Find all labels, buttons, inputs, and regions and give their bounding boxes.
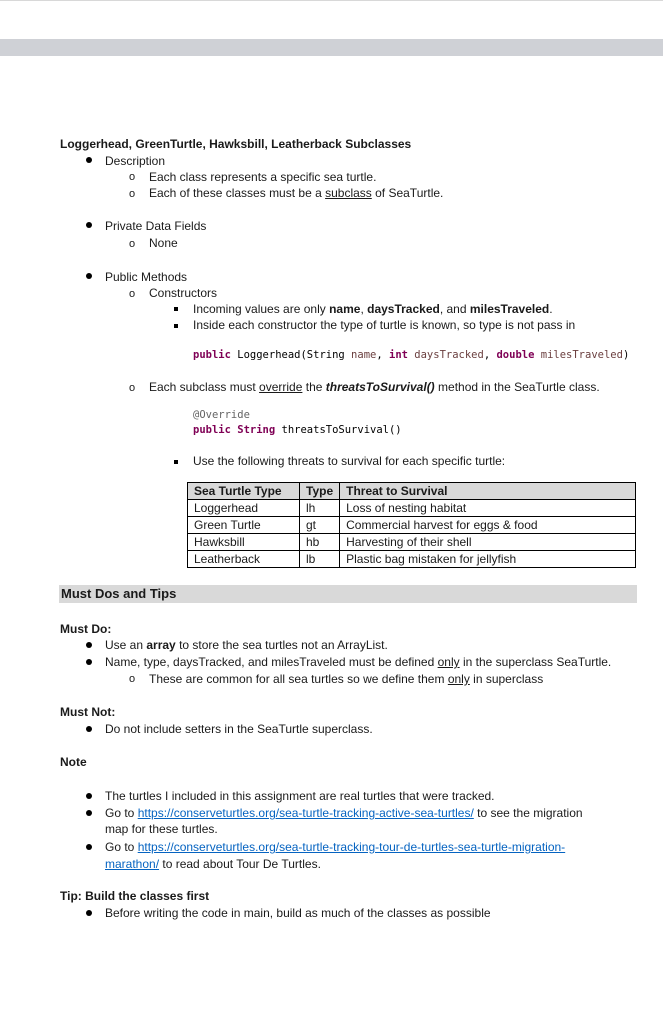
table-header-row	[188, 483, 636, 500]
circle-bullet-icon: o	[129, 238, 136, 250]
text-fragment: Go to	[105, 840, 138, 854]
text-fragment: name	[329, 302, 361, 316]
text-fragment: override	[259, 380, 303, 394]
table-row	[188, 500, 636, 517]
code-token: public	[193, 349, 231, 361]
text-fragment: daysTracked	[367, 302, 440, 316]
code-token: ,	[376, 349, 389, 361]
constructor-code	[193, 348, 629, 363]
code-token: threatsToSurvival()	[275, 424, 402, 436]
text-fragment: , and	[439, 302, 470, 316]
circle-bullet-icon: o	[129, 288, 136, 300]
table-cell: lh	[300, 500, 340, 517]
description-line-1: Each class represents a specific sea turtle.	[149, 170, 377, 184]
header-gray-bar	[0, 39, 663, 56]
text-fragment: the	[302, 380, 326, 394]
bullet-icon	[86, 642, 92, 648]
must-do-item-2	[105, 654, 611, 670]
code-token: ,	[483, 349, 497, 361]
tour-de-turtles-link[interactable]: https://conserveturtles.org/sea-turtle-tracking-tour-de-turtles-sea-turtle-migration-	[137, 840, 566, 854]
threats-intro-line: Use the following threats to survival for each specific turtle:	[193, 454, 506, 468]
text-fragment: Go to	[105, 806, 138, 820]
override-annotation	[193, 408, 250, 423]
section-title: Must Dos and Tips	[61, 586, 177, 601]
bullet-icon	[86, 793, 92, 799]
note-item-3	[105, 839, 565, 855]
constructors-label: Constructors	[149, 286, 218, 300]
circle-bullet-icon: o	[129, 673, 136, 685]
code-token: milesTraveled	[534, 349, 623, 361]
must-do-subitem	[149, 671, 543, 687]
table-cell: Loss of nesting habitat	[340, 500, 636, 517]
code-token: double	[496, 349, 535, 361]
must-do-label: Must Do:	[60, 622, 112, 636]
text-fragment: of SeaTurtle.	[371, 186, 444, 200]
table-cell: Commercial harvest for eggs & food	[340, 517, 636, 534]
bullet-icon	[86, 726, 92, 732]
text-fragment: to see the migration	[473, 806, 583, 820]
bullet-icon	[86, 810, 92, 816]
table-cell: lb	[300, 551, 340, 568]
code-token: name	[351, 349, 377, 361]
code-token: @Override	[193, 409, 250, 421]
text-fragment: Name, type, daysTracked, and milesTraveled must be defined	[105, 655, 438, 669]
text-fragment: only	[447, 672, 470, 686]
private-fields-value: None	[149, 236, 178, 250]
text-fragment: Each of these classes must be a	[149, 186, 326, 200]
text-fragment: to store the sea turtles not an ArrayList.	[175, 638, 388, 652]
public-methods-label: Public Methods	[105, 270, 188, 284]
table-row	[188, 534, 636, 551]
tip-label: Tip: Build the classes first	[60, 889, 210, 903]
constructor-note-line: Inside each constructor the type of turtle is known, so type is not pass in	[193, 318, 576, 332]
table-cell: Loggerhead	[188, 500, 300, 517]
code-token: daysTracked	[407, 349, 484, 361]
code-token: public String	[193, 424, 276, 436]
text-fragment: milesTraveled	[469, 302, 550, 316]
note-label: Note	[60, 755, 87, 769]
table-cell: Leatherback	[188, 551, 300, 568]
override-code	[193, 423, 402, 438]
circle-bullet-icon: o	[129, 171, 136, 183]
circle-bullet-icon: o	[129, 188, 136, 200]
note-item-2-continued: map for these turtles.	[105, 822, 218, 836]
text-fragment: ,	[360, 302, 368, 316]
override-line	[149, 379, 600, 395]
text-fragment: Each subclass must	[149, 380, 260, 394]
must-do-item-1	[105, 637, 388, 653]
circle-bullet-icon: o	[129, 382, 136, 394]
text-fragment: in superclass	[469, 672, 544, 686]
code-token: )	[622, 349, 630, 361]
table-cell: Green Turtle	[188, 517, 300, 534]
section-heading: Loggerhead, GreenTurtle, Hawksbill, Leatherback Subclasses	[60, 137, 412, 151]
tracking-link[interactable]: https://conserveturtles.org/sea-turtle-tracking-active-sea-turtles/	[137, 806, 474, 820]
table-row	[188, 551, 636, 568]
text-fragment: in the superclass SeaTurtle.	[459, 655, 612, 669]
text-fragment: These are common for all sea turtles so we define them	[149, 672, 448, 686]
bullet-icon	[86, 273, 92, 279]
table-header-cell: Sea Turtle Type	[188, 483, 300, 500]
note-item-3-continued	[105, 856, 321, 872]
square-bullet-icon	[174, 324, 178, 328]
private-fields-label: Private Data Fields	[105, 219, 207, 233]
note-item-1: The turtles I included in this assignment are real turtles that were tracked.	[105, 789, 495, 803]
incoming-values-line	[193, 301, 553, 317]
tour-de-turtles-link-continued[interactable]: marathon/	[105, 857, 160, 871]
table-header-cell: Threat to Survival	[340, 483, 636, 500]
note-item-2	[105, 805, 583, 821]
bullet-icon	[86, 659, 92, 665]
bullet-icon	[86, 222, 92, 228]
table-cell: hb	[300, 534, 340, 551]
must-not-label: Must Not:	[60, 705, 116, 719]
table-cell: Plastic bag mistaken for jellyfish	[340, 551, 636, 568]
code-token: Loggerhead(String	[230, 349, 352, 361]
text-fragment: only	[437, 655, 460, 669]
table-cell: Harvesting of their shell	[340, 534, 636, 551]
text-fragment: array	[146, 638, 176, 652]
text-fragment: method in the SeaTurtle class.	[434, 380, 600, 394]
code-token: int	[389, 349, 408, 361]
bullet-icon	[86, 844, 92, 850]
top-border	[0, 0, 663, 1]
square-bullet-icon	[174, 460, 178, 464]
text-fragment: Incoming values are only	[193, 302, 330, 316]
description-line-2	[149, 185, 443, 201]
table-header-cell: Type	[300, 483, 340, 500]
tip-item-1: Before writing the code in main, build as much of the classes as possible	[105, 906, 491, 920]
text-fragment: .	[549, 302, 553, 316]
description-label: Description	[105, 154, 166, 168]
table-cell: gt	[300, 517, 340, 534]
text-fragment: Use an	[105, 638, 147, 652]
bullet-icon	[86, 157, 92, 163]
bullet-icon	[86, 910, 92, 916]
text-fragment: to read about Tour De Turtles.	[159, 857, 321, 871]
square-bullet-icon	[174, 307, 178, 311]
text-fragment: subclass	[325, 186, 372, 200]
text-fragment: threatsToSurvival()	[325, 380, 435, 394]
table-row	[188, 517, 636, 534]
threats-table	[187, 482, 636, 568]
table-cell: Hawksbill	[188, 534, 300, 551]
must-not-item-1: Do not include setters in the SeaTurtle superclass.	[105, 722, 373, 736]
